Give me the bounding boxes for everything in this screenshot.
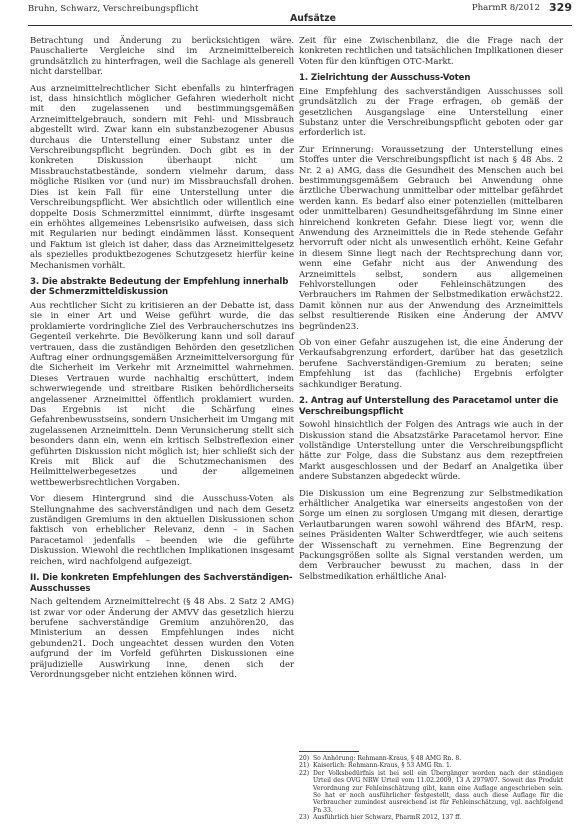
paragraph: Betrachtung und Änderung zu berücksichtigen wäre. Pauschalierte Vergleiche sind im Arzneimittelbereich grundsätzlich zu hinterfragen, weil die Sachlage als generell nicht darstellbar. xyxy=(30,36,294,78)
footnote-text: Ausführlich hier Schwarz, PharmR 2012, 137 ff. xyxy=(313,814,462,822)
paragraph: Aus arzneimittelrechtlicher Sicht ebenfalls zu hinterfragen ist, dass hinsichtlich möglicher Gefahren wiederholt nicht mit den zugelassenen und bestimmungsgemäßen Arzneimittelgebrauch, sondern mit Fehl- und Missbrauch abgestellt wird. Zwar kann ein substanzbezogener Abusus durchaus die Unterstellung einer Substanz unter die Verschreibungspflicht begründen. Doch gibt es in der konkreten Diskussion überhaupt nicht um Missbrauchstatbestände, sondern vielmehr darum, dass mögliche Risiken vor (und nur) im Missbrauchsfall drohen. Dies ist kein Fall für eine Unterstellung unter die Verschreibungspflicht. Wer absichtlich oder willentlich eine doppelte Dosis Schmerzmittel einnimmt, dürfte insgesamt ein erhöhtes allgemeines Lebensrisiko aufweisen, dass sich mit Regularien nur bedingt eindämmen lässt. Konsequent und Faktum ist gleich ist daher, dass das Arzneimittelgesetz als spezielles produktbezogenes Schutzgesetz hierfür keine Mechanismen vorhält. xyxy=(30,83,294,271)
footnotes xyxy=(299,751,563,822)
journal-issue: PharmR 8/2012 xyxy=(471,3,540,13)
footnote xyxy=(299,814,563,821)
paragraph: Nach geltendem Arzneimittelrecht (§ 48 Abs. 2 Satz 2 AMG) ist zwar vor oder Änderung der AMVV das gesetzlich hierzu berufene sachverständige Gremium anzuhören20, das Ministerium an dessen Empfehlungen indes nicht gebunden21. Doch ungeachtet dessen wurden den Voten aufgrund der im Vorfeld geführten Diskussionen eine präjudizielle Auswirkung inne, denen sich der Verordnungsgeber nicht entziehen können wird. xyxy=(30,597,294,680)
paragraph: Sowohl hinsichtlich der Folgen des Antrags wie auch in der Diskussion stand die Absatzstärke Paracetamol hervor. Eine vollständige Unterstellung unter die Verschreibungspflicht hätte zur Folge, dass die Substanz aus dem rezeptfreien Markt ausgeschlossen und der Bedarf an Analgetika über andere Substanzen abgedeckt würde. xyxy=(299,420,563,483)
right-column xyxy=(299,36,563,582)
paragraph: Eine Empfehlung des sachverständigen Ausschusses soll grundsätzlich zu der Frage erfragen, ob gemäß der gesetzlichen Ausgangslage eine Unterstellung einer Substanz unter die Verschreibungspflicht geboten oder gar erforderlich ist. xyxy=(299,86,563,139)
footnote-number: 23) xyxy=(299,814,310,822)
footnote-text: So Anhörung: Rehmann-Kraus, § 48 AMG Rn. 8. xyxy=(313,755,462,762)
footnote-number: 22) xyxy=(299,769,310,777)
page-header xyxy=(28,0,572,40)
section-heading: II. Die konkreten Empfehlungen des Sachverständigen-Ausschusses xyxy=(30,573,293,594)
section-heading: 3. Die abstrakte Bedeutung der Empfehlung innerhalb der Schmerzmitteldiskussion xyxy=(30,276,289,298)
footnote-text: Kaiserlich: Rehmann-Kraus, § 53 AMG Rn. 1. xyxy=(313,762,452,770)
footnote-number: 20) xyxy=(299,755,310,762)
footnote xyxy=(299,762,563,769)
paragraph: Zur Erinnerung: Voraussetzung der Unterstellung eines Stoffes unter die Verschreibungspflicht ist nach § 48 Abs. 2 Nr. 2 a) AMG, dass die Gesundheit des Menschen auch bei bestimmungsgemäßem Gebrauch bei Anwendung ohne ärztliche Überwachung unmittelbar oder mittelbar gefährdet werden kann. Es bedarf also einer potenziellen (mittelbaren oder unmittelbaren) Gesundheitsgefährdung im Sinne einer hinreichend konkreten Gefahr. Diese liegt vor, wenn die Anwendung des Arzneimittels die in Rede stehende Gefahr hervorruft oder nicht als unwesentlich erhöht. Keine Gefahr in diesem Sinne liegt nach der Rechtsprechung dann vor, wenn eine Gefahr nicht aus der Anwendung des Arzneimittels selbst, sondern aus allgemeinen Fehlvorstellungen oder Fehleinschätzungen des Verbrauchers im Rahmen der Selbstmedikation erwächst22. Damit können nur aus der Anwendung des Arzneimittels selbst resultierende Risiken eine Änderung der AMVV begründen23. xyxy=(299,144,563,332)
running-head: Bruhn, Schwarz, Verschreibungspflicht xyxy=(28,3,199,13)
section-label: Aufsätze xyxy=(290,13,336,24)
section-heading: 2. Antrag auf Unterstellung des Paracetamol unter die Verschreibungspflicht xyxy=(299,396,559,417)
page-number: 329 xyxy=(549,1,572,14)
footnote-rule xyxy=(299,751,359,752)
footnote xyxy=(299,755,563,762)
section-heading: 1. Zielrichtung der Ausschuss-Voten xyxy=(299,73,471,84)
footnote-number: 21) xyxy=(299,762,310,770)
footnote xyxy=(299,770,563,814)
paragraph: Ob von einer Gefahr auszugehen ist, die eine Änderung der Verkaufsabgrenzung erfordert, darüber hat das gesetzlich berufene Sachverständigen-Gremium zu beraten; seine Empfehlung ist das (fachliche) Ergebnis erfolgter sachkundiger Beratung. xyxy=(299,338,563,390)
paragraph: Aus rechtlicher Sicht zu kritisieren an der Debatte ist, dass sie in einer Art und Weise geführt wurde, die das proklamierte vordringliche Ziel des Verbraucherschutzes ins Gegenteil verkehrte. Die Bevölkerung kann und soll darauf vertrauen, dass die zuständigen Behörden den gesetzlichen Auftrag einer ordnungsgemäßen Arzneimittelversorgung für die Sicherheit im Verkehr mit Arzneimittel wahrnehmen. Dieses Vertrauen wurde nachhaltig erschüttert, indem schwerwiegende und streitbare Risiken behördlicherseits angelassener Arzneimittel öffentlich proklamiert wurden. Das Ergebnis ist nicht die Schärfung eines Gefahrenbewusstseins, sondern Unsicherheit im Umgang mit zugelassenen Arzneimitteln. Denn Verunsicherung stellt sich besonders dann ein, wenn ein kritisch Selbstreflexion einer geführten Diskussion nicht möglich ist; hier schließt sich der Kreis mit Blick auf die Schutzmechanismen des Heilmittelwerbegesetzes und der allgemeinen wettbewerbsrechtlichen Vorgaben. xyxy=(30,300,294,488)
footnote-text: Der Volksbedürfnis ist bei soll ein Übergänger worden nach der ständigen Urteil des OVG NRW Urteil vom 11.02.2009, 13 A 2979/07. Soweit das Produkt Verordnung zur Fehleinschätzung gibt, kann eine Auflage angeschrieben sein. So hat er noch ausführlicher festgestellt, dass auch diese Auflage für die Verbraucher zumindest ausreichend ist für Fehleinschätzung, vgl. nachfolgend Fn 33. xyxy=(313,769,563,814)
paragraph: Zeit für eine Zwischenbilanz, die die Frage nach der konkreten rechtlichen und tatsächlichen Implikationen dieser Voten für den künftigen OTC-Markt. xyxy=(299,36,563,67)
header-rule xyxy=(28,25,572,26)
paragraph: Vor diesem Hintergrund sind die Ausschuss-Voten als Stellungnahme des sachverständigen und nach dem Gesetz zuständigen Gremiums in den aktuellen Diskussionen schon faktisch von erheblicher Relevanz, denn – in Sachen Paracetamol jedenfalls – beenden wie die geführte Diskussion. Wiewohl die rechtlichen Implikationen insgesamt reichen, wird nachfolgend aufgezeigt. xyxy=(30,494,294,567)
left-column xyxy=(30,36,294,680)
paragraph: Die Diskussion um eine Begrenzung zur Selbstmedikation erhältlicher Analgetika war einerseits angestoßen von der Sorge um einen zu sorglosen Umgang mit diesen, derartige Verlautbarungen waren sowohl während des BfArM, resp. seines Präsidenten Walter Schwerdtfeger, wie auch seitens der Wissenschaft zu vernehmen. Eine Begrenzung der Packungsgrößen sollte als Signal verstanden werden, um dem Verbraucher bewusst zu machen, dass in der Selbstmedikation erhältliche Anal- xyxy=(299,488,563,582)
